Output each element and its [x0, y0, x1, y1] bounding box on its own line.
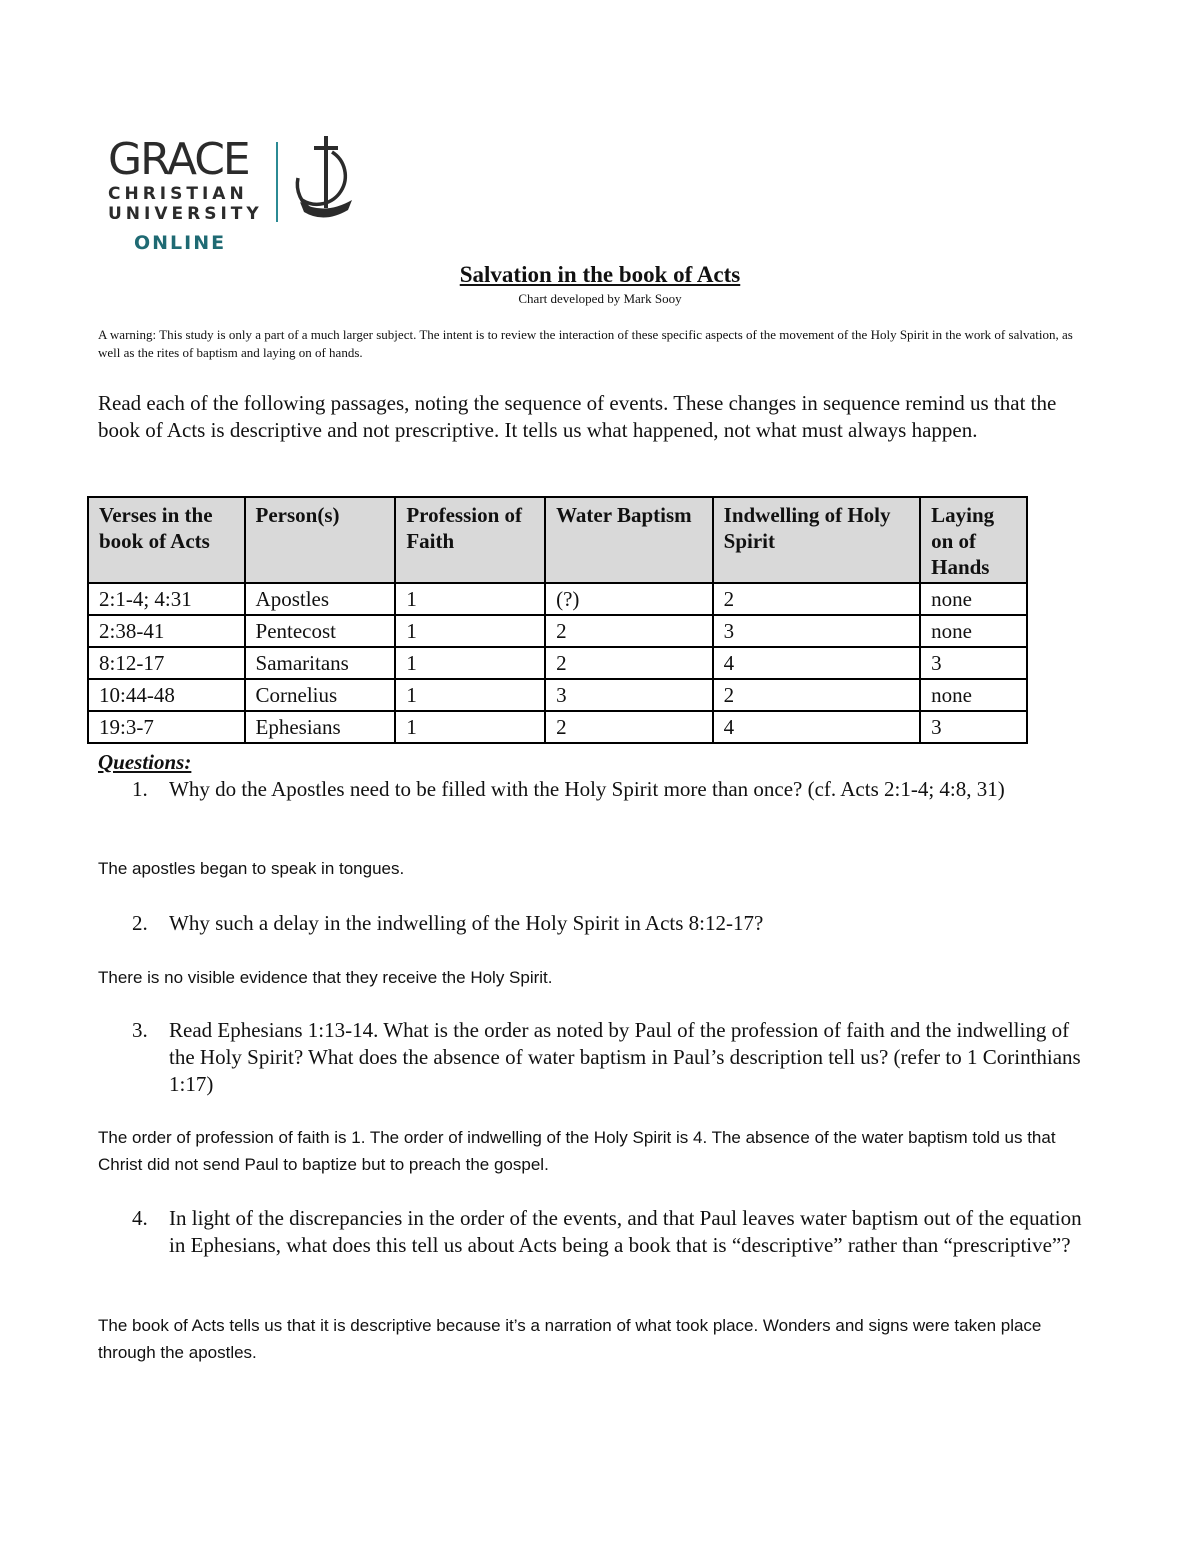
question-text: Why such a delay in the indwelling of the Holy Spirit in Acts 8:12-17?	[169, 911, 764, 935]
column-header: Profession of Faith	[395, 497, 545, 583]
table-cell: Apostles	[245, 583, 396, 615]
question-text: Why do the Apostles need to be filled with the Holy Spirit more than once? (cf. Acts 2:1-4; 4:8, 31)	[169, 777, 1005, 801]
intro-paragraph: Read each of the following passages, noting the sequence of events. These changes in sequence remind us that the book of Acts is descriptive and not prescriptive. It tells us what happened, not what must always happen.	[98, 391, 1057, 442]
column-header: Person(s)	[245, 497, 396, 583]
page-title: Salvation in the book of Acts	[459, 262, 741, 287]
table-cell: (?)	[545, 583, 713, 615]
column-header: Verses in the book of Acts	[88, 497, 245, 583]
table-cell: Samaritans	[245, 647, 396, 679]
table-header-row	[88, 497, 1027, 583]
university-logo	[108, 128, 370, 256]
table-cell: 2	[713, 583, 920, 615]
question-number: 4.	[132, 1206, 148, 1230]
question-number: 2.	[132, 911, 148, 935]
warning-paragraph: A warning: This study is only a part of a much larger subject. The intent is to review the interaction of these specific aspects of the movement of the Holy Spirit in the work of salvation, as well as the rites of baptism and laying on of hands.	[98, 327, 1073, 360]
table-cell: 3	[920, 647, 1027, 679]
table-row	[88, 583, 1027, 615]
table-row	[88, 647, 1027, 679]
logo-divider	[276, 142, 278, 222]
table-row	[88, 615, 1027, 647]
table-cell: 3	[920, 711, 1027, 743]
column-header: Indwelling of Holy Spirit	[713, 497, 920, 583]
question-text: Read Ephesians 1:13-14. What is the order as noted by Paul of the profession of faith and the indwelling of the Holy Spirit? What does the absence of water baptism in Paul’s description tell us? (refer to 1 Corinthians 1:17)	[169, 1018, 1081, 1096]
table-cell: 1	[395, 711, 545, 743]
question-item	[98, 910, 1088, 937]
answer-text: There is no visible evidence that they receive the Holy Spirit.	[98, 968, 553, 987]
table-cell: none	[920, 583, 1027, 615]
table-cell: Ephesians	[245, 711, 396, 743]
table-cell: none	[920, 615, 1027, 647]
answer-text: The book of Acts tells us that it is descriptive because it’s a narration of what took place. Wonders and signs were taken place through the apostles.	[98, 1316, 1042, 1362]
table-cell: 3	[545, 679, 713, 711]
logo-university-text: UNIVERSITY	[108, 204, 263, 224]
question-text: In light of the discrepancies in the order of the events, and that Paul leaves water baptism out of the equation in Ephesians, what does this tell us about Acts being a book that is “descriptive” rather than “prescriptive”?	[169, 1206, 1082, 1257]
question-item	[98, 1205, 1088, 1259]
logo-christian-text: CHRISTIAN	[108, 184, 248, 204]
table-cell: 1	[395, 647, 545, 679]
questions-heading: Questions:	[98, 750, 192, 774]
table-cell: 1	[395, 583, 545, 615]
column-header: Water Baptism	[545, 497, 713, 583]
table-cell: 2:1-4; 4:31	[88, 583, 245, 615]
table-cell: 2:38-41	[88, 615, 245, 647]
table-cell: 8:12-17	[88, 647, 245, 679]
table-cell: 1	[395, 679, 545, 711]
table-cell: Pentecost	[245, 615, 396, 647]
table-cell: 2	[713, 679, 920, 711]
column-header: Laying on of Hands	[920, 497, 1027, 583]
question-number: 1.	[132, 777, 148, 801]
table-row	[88, 711, 1027, 743]
table-cell: 2	[545, 711, 713, 743]
table-cell: 4	[713, 647, 920, 679]
salvation-chart-table	[87, 496, 1028, 744]
table-cell: none	[920, 679, 1027, 711]
table-cell: 2	[545, 647, 713, 679]
table-cell: 10:44-48	[88, 679, 245, 711]
answer-text: The apostles began to speak in tongues.	[98, 859, 405, 878]
question-item	[98, 1017, 1088, 1098]
page-subtitle: Chart developed by Mark Sooy	[518, 291, 682, 306]
question-number: 3.	[132, 1018, 148, 1042]
table-cell: 2	[545, 615, 713, 647]
table-cell: 1	[395, 615, 545, 647]
table-cell: 19:3-7	[88, 711, 245, 743]
table-row	[88, 679, 1027, 711]
logo-grace-text: GRACE	[108, 134, 249, 185]
question-item	[98, 776, 1088, 803]
logo-online-text: ONLINE	[134, 232, 227, 254]
answer-text: The order of profession of faith is 1. The order of indwelling of the Holy Spirit is 4. The absence of the water baptism told us that Christ did not send Paul to baptize but to preach the gospel.	[98, 1128, 1056, 1174]
table-cell: Cornelius	[245, 679, 396, 711]
table-cell: 4	[713, 711, 920, 743]
cross-emblem-icon	[286, 130, 370, 226]
table-cell: 3	[713, 615, 920, 647]
